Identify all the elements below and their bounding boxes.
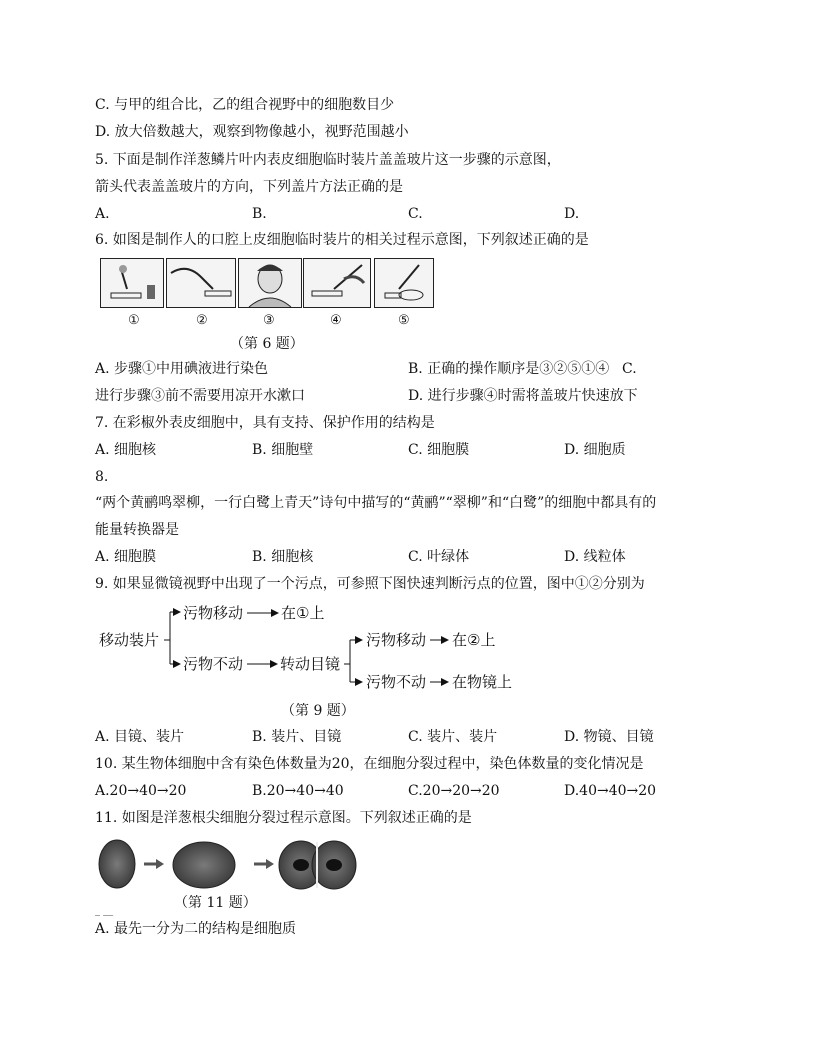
- q8-option-a[interactable]: A. 细胞膜: [95, 549, 157, 565]
- flow-on-2: 在②上: [452, 631, 496, 649]
- question-6: 6. 如图是制作人的口腔上皮细胞临时装片的相关过程示意图，下列叙述正确的是: [95, 232, 589, 248]
- q7-option-d[interactable]: D. 细胞质: [564, 442, 626, 458]
- q10-option-c[interactable]: C.20→20→20: [408, 783, 500, 799]
- q9-option-d[interactable]: D. 物镜、目镜: [564, 729, 654, 745]
- flow-on-1: 在①上: [281, 604, 325, 622]
- q6-option-b[interactable]: B. 正确的操作顺序是③②⑤①④: [408, 361, 610, 377]
- question-5-line-1: 5. 下面是制作洋葱鳞片叶内表皮细胞临时装片盖盖玻片这一步骤的示意图，: [95, 152, 561, 168]
- figure-6-caption: （第 6 题）: [230, 336, 304, 352]
- q10-option-d[interactable]: D.40→40→20: [564, 783, 657, 799]
- question-7: 7. 在彩椒外表皮细胞中，具有支持、保护作用的结构是: [95, 415, 435, 431]
- q5-option-c[interactable]: C.: [408, 206, 423, 222]
- figure-9-caption: （第 9 题）: [281, 703, 355, 719]
- blank-mark: _ __: [95, 905, 114, 916]
- question-8-line-2: 能量转换器是: [95, 522, 179, 538]
- q6-option-c-label[interactable]: C.: [622, 361, 637, 377]
- flow-notmove-1: 污物不动: [183, 655, 244, 673]
- flow-moves-1: 污物移动: [183, 604, 244, 622]
- q7-option-a[interactable]: A. 细胞核: [95, 442, 157, 458]
- flow-start: 移动装片: [99, 631, 160, 649]
- step-5-label: ⑤: [398, 313, 410, 328]
- q9-option-b[interactable]: B. 装片、目镜: [252, 729, 342, 745]
- question-11: 11. 如图是洋葱根尖细胞分裂过程示意图。下列叙述正确的是: [95, 810, 472, 826]
- q10-option-a[interactable]: A.20→40→20: [95, 783, 187, 799]
- q6-option-d[interactable]: D. 进行步骤④时需将盖玻片快速放下: [408, 388, 638, 404]
- flow-on-objective: 在物镜上: [452, 673, 513, 691]
- cell-stage-2: [173, 842, 235, 888]
- q11-cell-division-figure: [96, 838, 361, 893]
- q5-option-d[interactable]: D.: [564, 206, 580, 222]
- step-1-label: ①: [128, 313, 140, 328]
- q7-option-c[interactable]: C. 细胞膜: [408, 442, 470, 458]
- step-3-label: ③: [263, 313, 275, 328]
- step-4-label: ④: [330, 313, 342, 328]
- question-8-line-1: “两个黄鹂鸣翠柳，一行白鹭上青天”诗句中描写的“黄鹂”“翠柳”和“白鹭”的细胞中都具有的: [95, 495, 657, 511]
- q5-option-b[interactable]: B.: [252, 206, 267, 222]
- flow-moves-2: 污物移动: [366, 631, 427, 649]
- q8-option-d[interactable]: D. 线粒体: [564, 549, 626, 565]
- q9-option-c[interactable]: C. 装片、装片: [408, 729, 498, 745]
- q6-option-c[interactable]: 进行步骤③前不需要用凉开水漱口: [95, 388, 305, 404]
- question-8-number: 8.: [95, 469, 109, 485]
- option-c-previous: C. 与甲的组合比，乙的组合视野中的细胞数目少: [95, 97, 395, 113]
- q9-option-a[interactable]: A. 目镜、装片: [95, 729, 185, 745]
- q11-option-a[interactable]: A. 最先一分为二的结构是细胞质: [95, 921, 297, 937]
- question-9: 9. 如果显微镜视野中出现了一个污点，可参照下图快速判断污点的位置，图中①②分别为: [95, 576, 645, 592]
- flow-rotate: 转动目镜: [280, 655, 341, 673]
- flow-notmove-2: 污物不动: [366, 673, 427, 691]
- q10-option-b[interactable]: B.20→40→40: [252, 783, 344, 799]
- q7-option-b[interactable]: B. 细胞壁: [252, 442, 314, 458]
- q8-option-c[interactable]: C. 叶绿体: [408, 549, 470, 565]
- question-5-line-2: 箭头代表盖盖玻片的方向，下列盖片方法正确的是: [95, 179, 403, 195]
- option-d-previous: D. 放大倍数越大，观察到物像越小，视野范围越小: [95, 124, 409, 140]
- cell-stage-1: [99, 840, 135, 888]
- step-2-label: ②: [196, 313, 208, 328]
- figure-11-caption: （第 11 题）: [174, 895, 257, 911]
- q8-option-b[interactable]: B. 细胞核: [252, 549, 314, 565]
- q6-option-a[interactable]: A. 步骤①中用碘液进行染色: [95, 361, 269, 377]
- question-10: 10. 某生物体细胞中含有染色体数量为20，在细胞分裂过程中，染色体数量的变化情况是: [95, 756, 644, 772]
- q5-option-a[interactable]: A.: [95, 206, 110, 222]
